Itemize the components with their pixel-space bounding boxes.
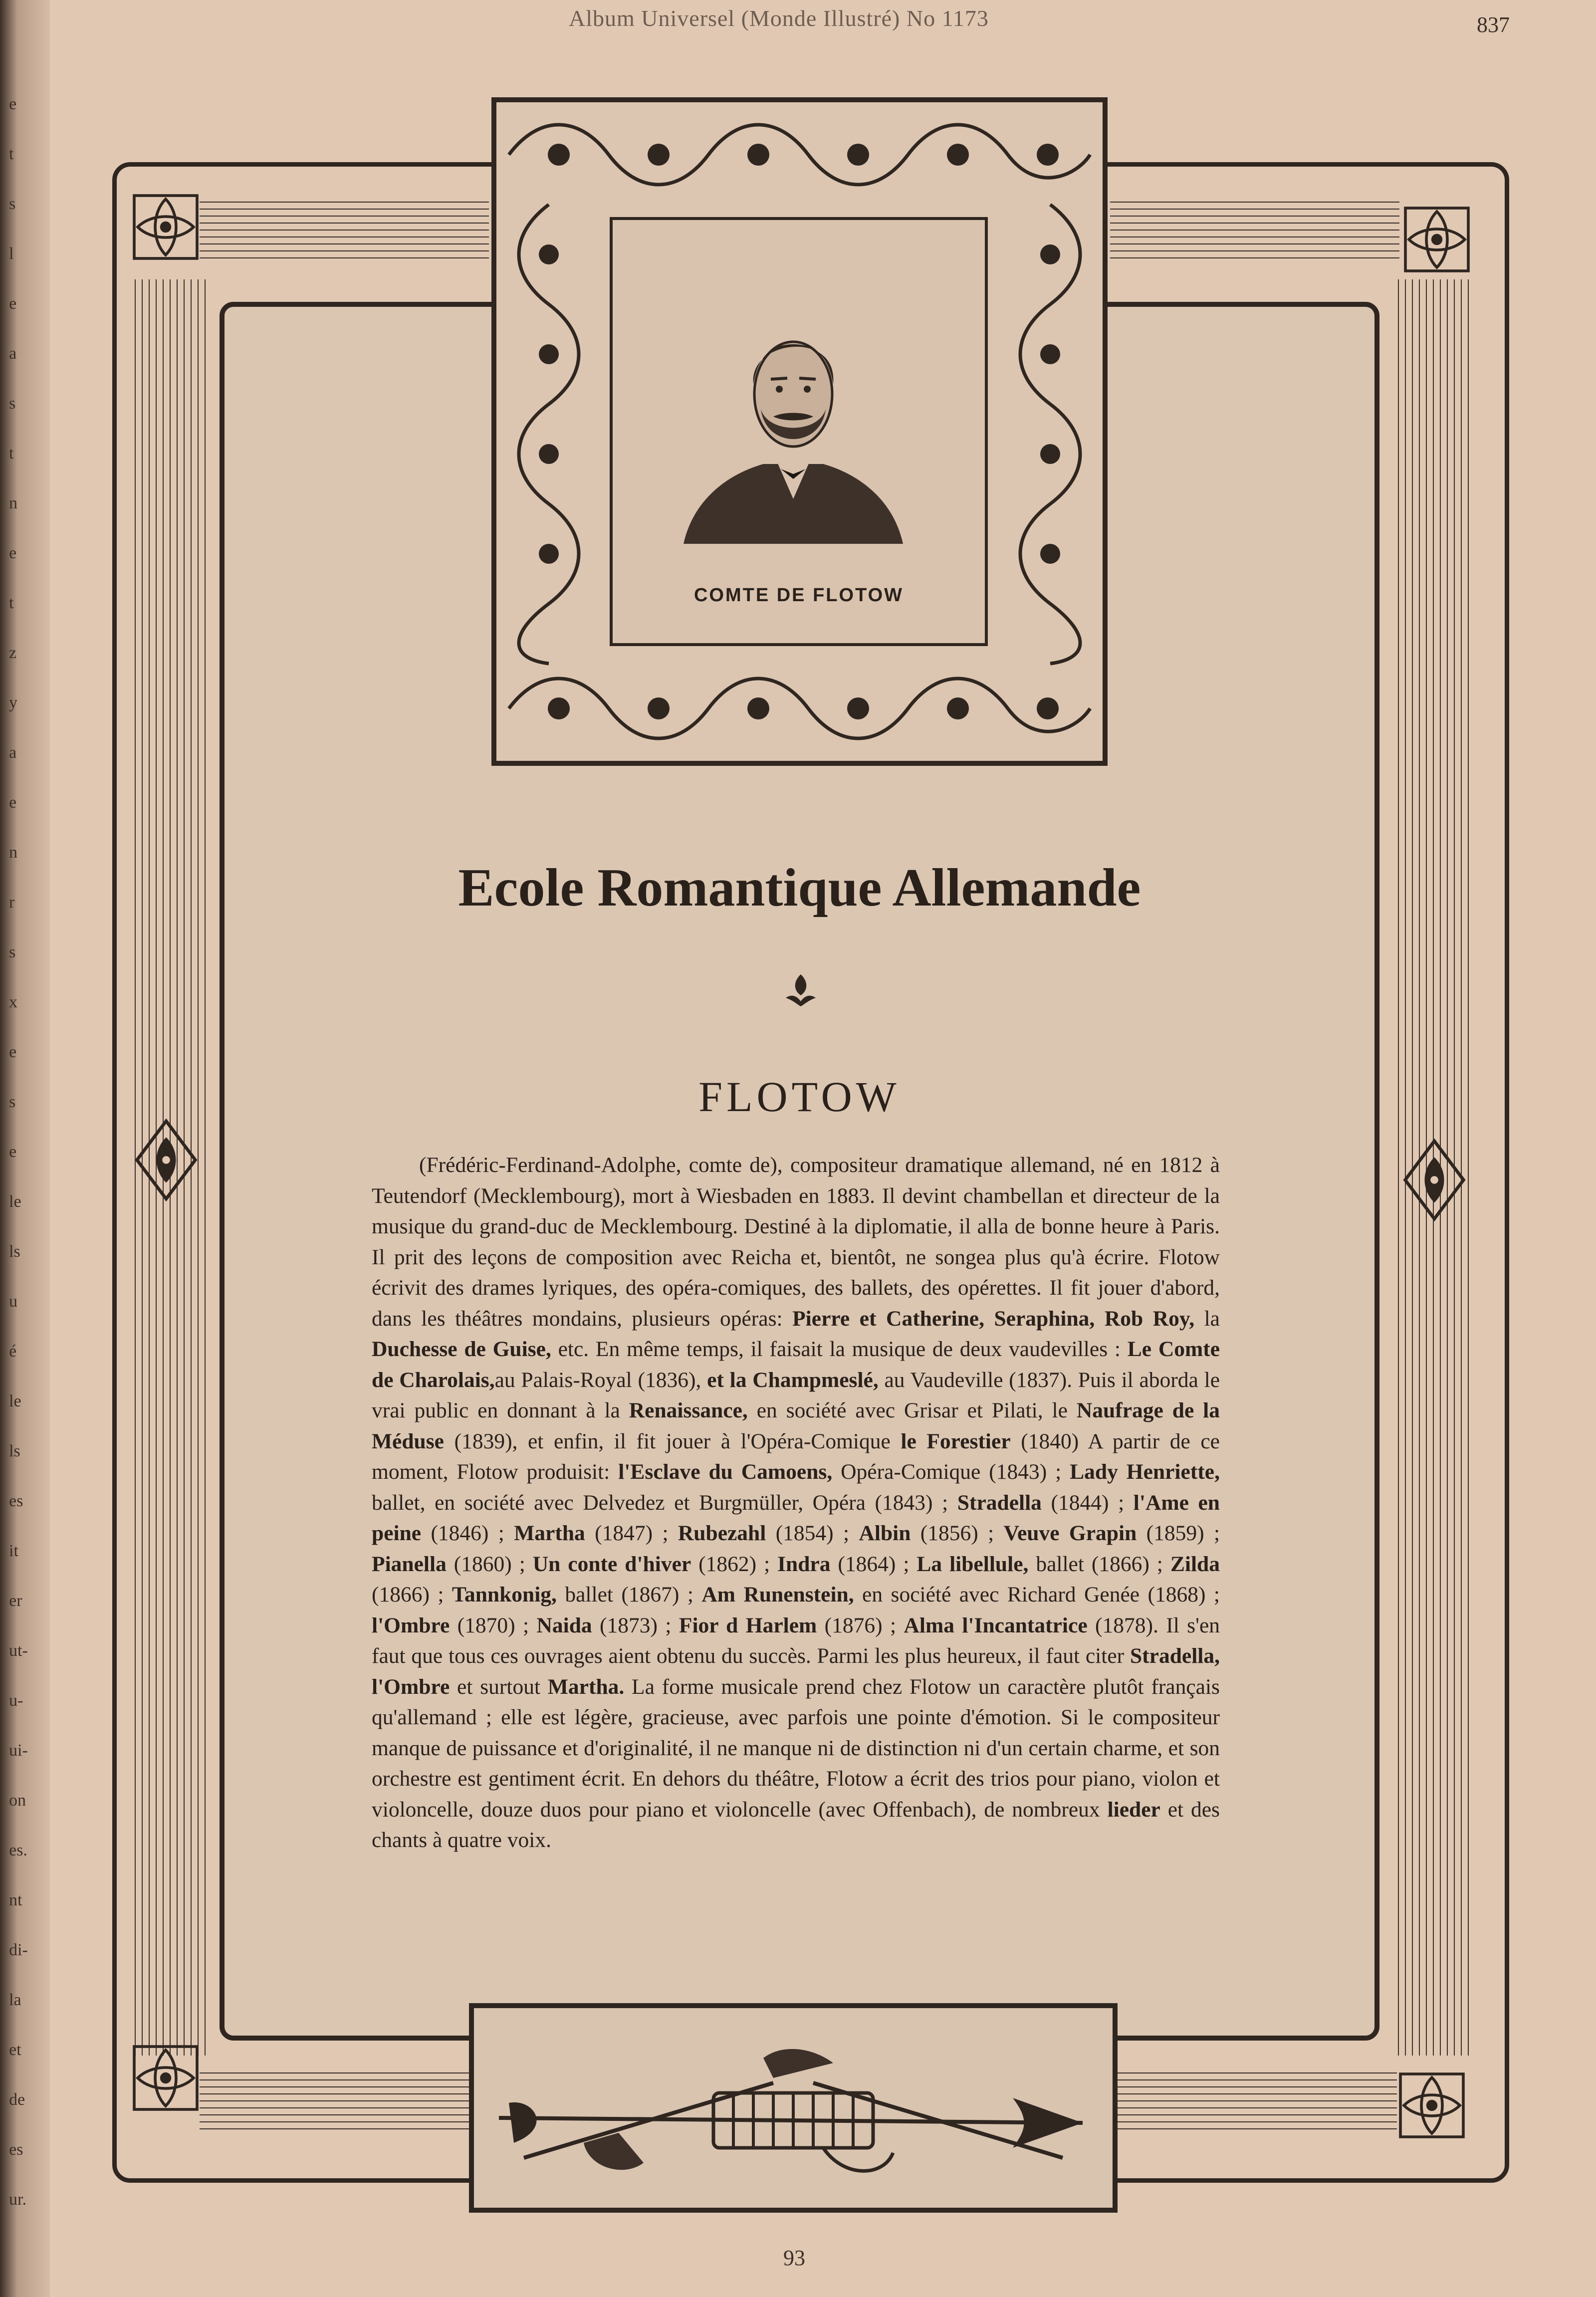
section-title: Ecole Romantique Allemande: [458, 858, 1141, 918]
margin-fragment: t: [9, 444, 14, 462]
bio-bold-title: l'Esclave du Camoens,: [618, 1460, 833, 1484]
bio-text: (1840) A partir de ce moment, Flotow produisit:: [372, 1429, 1220, 1484]
bottom-right-rule-band: [1118, 2070, 1397, 2135]
bio-text: (1873) ;: [592, 1613, 679, 1637]
bio-bold-title: Lady Henriette,: [1070, 1460, 1220, 1484]
margin-fragment: e: [9, 544, 17, 562]
margin-fragment: y: [9, 693, 17, 712]
composer-name: FLOTOW: [698, 1073, 901, 1121]
corner-ornament-icon: [131, 192, 201, 262]
portrait-caption: COMTE DE FLOTOW: [693, 585, 904, 606]
bio-bold-title: Un conte d'hiver: [532, 1552, 691, 1576]
bio-bold-title: Fior d Harlem: [679, 1613, 817, 1637]
margin-fragment: es: [9, 1492, 23, 1510]
margin-fragment: le: [9, 1392, 21, 1410]
bio-bold-title: Martha: [514, 1521, 585, 1545]
bio-text: (1864) ;: [830, 1552, 917, 1576]
bio-text: (1878). Il s'en faut que tous ces ouvrages aient obtenu du succès. Parmi les plus heureux, il faut citer: [372, 1613, 1220, 1668]
bio-bold-title: Pianella: [372, 1552, 447, 1576]
bio-bold-title: Zilda: [1170, 1552, 1220, 1576]
margin-fragment: di-: [9, 1941, 28, 1959]
margin-fragment: e: [9, 1143, 17, 1161]
bio-bold-title: Le Comte de Charolais,: [372, 1337, 1220, 1392]
margin-fragment: es: [9, 2140, 23, 2159]
margin-fragment: ur.: [9, 2190, 26, 2209]
previous-page-margin: [0, 0, 50, 2297]
bio-bold-title: Veuve Grapin: [1003, 1521, 1137, 1545]
margin-fragment: et: [9, 2041, 21, 2059]
bio-bold-title: le Forestier: [901, 1429, 1011, 1453]
corner-ornament-icon: [131, 2043, 201, 2113]
folio-number: 93: [783, 2246, 805, 2270]
bio-text: la: [1194, 1306, 1220, 1331]
bottom-left-rule-band: [200, 2070, 469, 2135]
margin-fragment: ls: [9, 1442, 20, 1460]
margin-fragment: x: [9, 993, 17, 1011]
margin-fragment: e: [9, 294, 17, 313]
bio-bold-title: Renaissance,: [629, 1398, 748, 1422]
bio-bold-title: l'Ame en peine: [372, 1490, 1220, 1545]
margin-fragment: u: [9, 1292, 17, 1311]
bio-bold-title: Stradella: [957, 1490, 1042, 1515]
page-number: 837: [1477, 12, 1510, 37]
bio-text: (1856) ;: [911, 1521, 1004, 1545]
bio-text: au Palais-Royal (1836),: [494, 1368, 707, 1392]
bio-bold-title: Am Runenstein,: [701, 1583, 854, 1607]
bio-bold-title: Naida: [536, 1613, 592, 1637]
margin-fragment: ui-: [9, 1741, 28, 1760]
bio-bold-title: lieder: [1107, 1797, 1160, 1822]
bio-text: ballet (1866) ;: [1028, 1552, 1170, 1576]
bio-text: ballet, en société avec Delvedez et Burgmüller, Opéra (1843) ;: [372, 1490, 957, 1515]
running-title: Album Universel (Monde Illustré) No 1173: [569, 5, 989, 31]
margin-fragment: er: [9, 1592, 22, 1610]
bio-bold-title: Albin: [859, 1521, 911, 1545]
instruments-trophy-icon: [494, 2028, 1093, 2188]
bio-text: en société avec Grisar et Pilati, le: [747, 1398, 1077, 1422]
bio-text: (1862) ;: [691, 1552, 778, 1576]
bio-bold-title: La libellule,: [916, 1552, 1029, 1576]
bio-text: et surtout: [450, 1674, 548, 1699]
side-ornament-icon: [1402, 1138, 1467, 1222]
margin-fragment: ls: [9, 1242, 20, 1261]
margin-fragment: e: [9, 95, 17, 113]
bio-text: (1859) ;: [1137, 1521, 1220, 1545]
biography-paragraph: [372, 1150, 1220, 1856]
margin-fragment: s: [9, 1093, 16, 1111]
bio-text: Opéra-Comique (1843) ;: [832, 1460, 1070, 1484]
bio-text: La forme musicale prend chez Flotow un caractère plutôt français qu'allemand ; elle est légère, gracieuse, avec parfois une pointe d'émotion. Si le compositeur manque de puissance et d'originalité, il ne manque ni de distinction ni d'un certain charme, et son orchestre est gentiment écrit. En dehors du théâtre, Flotow a écrit des trios pour piano, violon et violoncelle, douze duos pour piano et violoncelle (avec Offenbach), de nombreux: [372, 1674, 1220, 1822]
bio-text: (1866) ;: [372, 1583, 452, 1607]
bio-text: (1844) ;: [1041, 1490, 1134, 1515]
margin-fragment: es.: [9, 1841, 27, 1859]
bio-text: (1870) ;: [450, 1613, 537, 1637]
margin-fragment: z: [9, 644, 17, 662]
bio-bold-title: Rubezahl: [678, 1521, 766, 1545]
bio-bold-title: Stradella, l'Ombre: [372, 1644, 1220, 1699]
margin-fragment: s: [9, 943, 16, 961]
side-ornament-icon: [134, 1118, 199, 1202]
margin-fragment: s: [9, 394, 16, 413]
margin-fragment: de: [9, 2090, 25, 2109]
bio-bold-title: Pierre et Catherine, Seraphina, Rob Roy,: [792, 1306, 1195, 1331]
margin-fragment: le: [9, 1192, 21, 1211]
composer-portrait-engraving: [674, 309, 913, 549]
bio-text: (1860) ;: [446, 1552, 533, 1576]
margin-fragment: e: [9, 1043, 17, 1061]
margin-fragment: a: [9, 743, 17, 762]
margin-fragment: a: [9, 344, 17, 363]
bio-text: ballet (1867) ;: [556, 1583, 702, 1607]
bio-bold-title: Indra: [777, 1552, 831, 1576]
top-right-rule-band: [1110, 200, 1399, 264]
fleuron-icon: [781, 970, 821, 1010]
bio-bold-title: Tannkonig,: [452, 1583, 557, 1607]
bio-bold-title: Naufrage de la Méduse: [372, 1398, 1220, 1453]
margin-fragment: t: [9, 594, 14, 612]
top-left-rule-band: [200, 200, 489, 264]
bio-text: (1846) ;: [421, 1521, 514, 1545]
margin-fragment: la: [9, 1991, 21, 2009]
margin-fragment: é: [9, 1342, 17, 1361]
margin-fragment: s: [9, 195, 16, 213]
bio-text: etc. En même temps, il faisait la musique de deux vaudevilles :: [551, 1337, 1128, 1361]
bio-bold-title: Duchesse de Guise,: [372, 1337, 551, 1361]
margin-fragment: r: [9, 893, 15, 912]
margin-fragment: n: [9, 843, 17, 862]
bio-text: et des chants à quatre voix.: [372, 1797, 1220, 1852]
bio-text: au Vaudeville (1837). Puis il aborda le vrai public en donnant à la: [372, 1368, 1220, 1422]
bio-bold-title: l'Ombre: [372, 1613, 450, 1637]
bio-text: (1847) ;: [585, 1521, 678, 1545]
margin-fragment: nt: [9, 1891, 22, 1909]
margin-fragment: ut-: [9, 1641, 28, 1660]
margin-fragment: t: [9, 145, 14, 163]
bio-text: (1876) ;: [817, 1613, 904, 1637]
bio-text: en société avec Richard Genée (1868) ;: [854, 1583, 1220, 1607]
margin-fragment: it: [9, 1542, 18, 1560]
corner-ornament-icon: [1402, 205, 1472, 274]
bio-text: (1854) ;: [766, 1521, 859, 1545]
page-header: [0, 5, 1596, 35]
margin-fragment: l: [9, 244, 14, 263]
bio-bold-title: Martha.: [547, 1674, 625, 1699]
bio-text: (1839), et enfin, il fit jouer à l'Opéra-Comique: [444, 1429, 901, 1453]
corner-ornament-icon: [1397, 2070, 1467, 2140]
bio-text: (Frédéric-Ferdinand-Adolphe, comte de), compositeur dramatique allemand, né en 1812 à Teutendorf (Mecklembourg), mort à Wiesbaden en 1883. Il devint chambellan et directeur de la musique du grand-duc de Mecklembourg. Destiné à la diplomatie, il alla de bonne heure à Paris. Il prit des leçons de composition avec Reicha et, bientôt, ne songea plus qu'à écrire. Flotow écrivit des drames lyriques, des opéra-comiques, des ballets, des opérettes. Il fit jouer d'abord, dans les théâtres mondains, plusieurs opéras:: [372, 1153, 1220, 1331]
bio-bold-title: et la Champmeslé,: [707, 1368, 879, 1392]
margin-fragment: n: [9, 494, 17, 512]
margin-fragment: u-: [9, 1691, 23, 1710]
margin-fragment: on: [9, 1791, 26, 1810]
margin-fragment: e: [9, 793, 17, 812]
bio-bold-title: Alma l'Incantatrice: [904, 1613, 1088, 1637]
